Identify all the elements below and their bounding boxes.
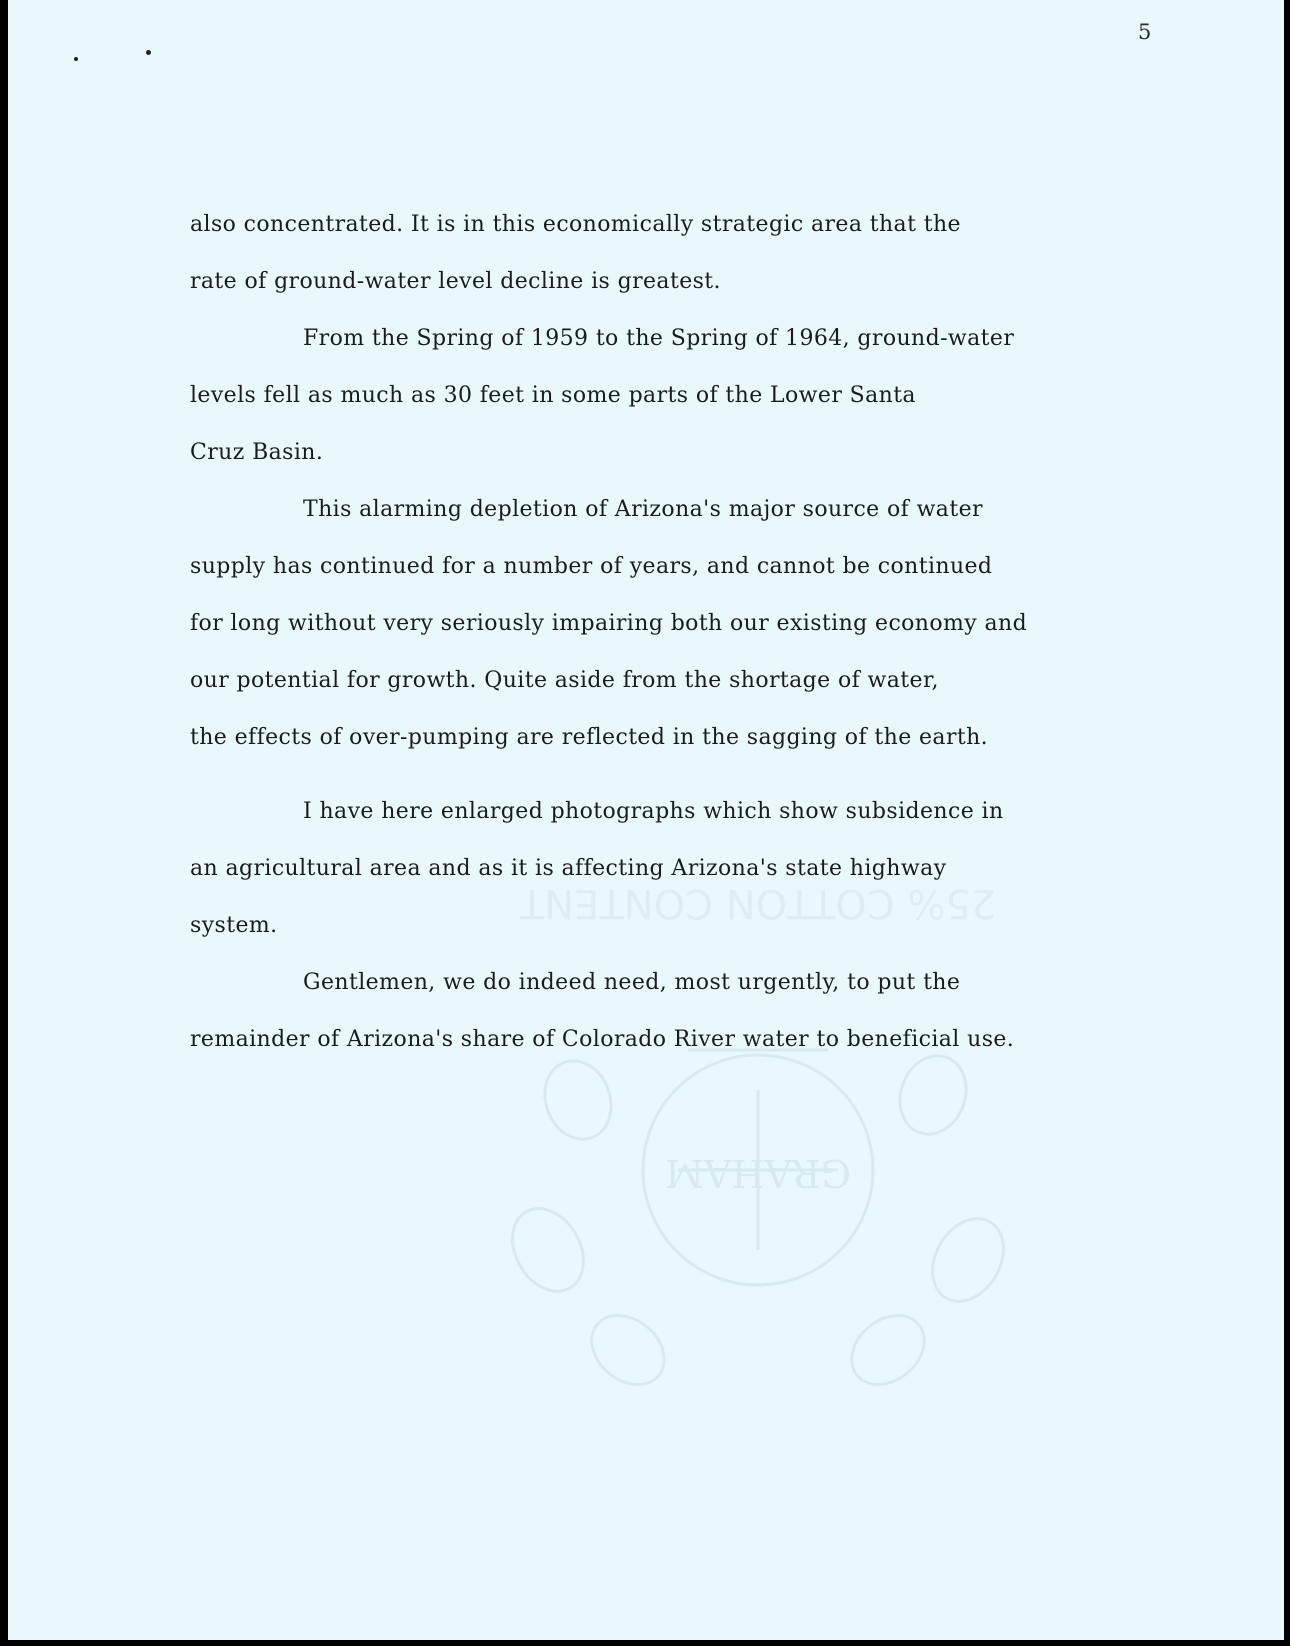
text-line: our potential for growth. Quite aside from the shortage of water,	[190, 668, 939, 693]
text-line: From the Spring of 1959 to the Spring of 1964, ground-water	[303, 326, 1015, 351]
text-line: system.	[190, 913, 278, 938]
text-line: Gentlemen, we do indeed need, most urgently, to put the	[303, 970, 961, 995]
text-line: I have here enlarged photographs which show subsidence in	[303, 799, 1004, 824]
margin-dot	[146, 50, 151, 55]
watermark-text: 25% COTTON CONTENT	[519, 880, 997, 926]
page-number: 5	[1138, 20, 1152, 44]
text-line: supply has continued for a number of years, and cannot be continued	[190, 554, 993, 579]
margin-dot	[74, 57, 78, 61]
text-line: an agricultural area and as it is affecting Arizona's state highway	[190, 856, 947, 881]
text-line: also concentrated. It is in this economically strategic area that the	[190, 212, 961, 237]
text-line: rate of ground-water level decline is greatest.	[190, 269, 721, 294]
text-line: the effects of over-pumping are reflected in the sagging of the earth.	[190, 725, 989, 750]
document-page	[8, 0, 1284, 1640]
text-line: This alarming depletion of Arizona's major source of water	[303, 497, 983, 522]
body-text	[190, 196, 1170, 1068]
text-line: for long without very seriously impairing both our existing economy and	[190, 611, 1028, 636]
watermark-label: GRAHAM	[665, 1151, 851, 1195]
paragraph-gap	[190, 766, 1170, 783]
text-line: remainder of Arizona's share of Colorado River water to beneficial use.	[190, 1027, 1015, 1052]
text-line: levels fell as much as 30 feet in some parts of the Lower Santa	[190, 383, 916, 408]
text-line: Cruz Basin.	[190, 440, 324, 465]
